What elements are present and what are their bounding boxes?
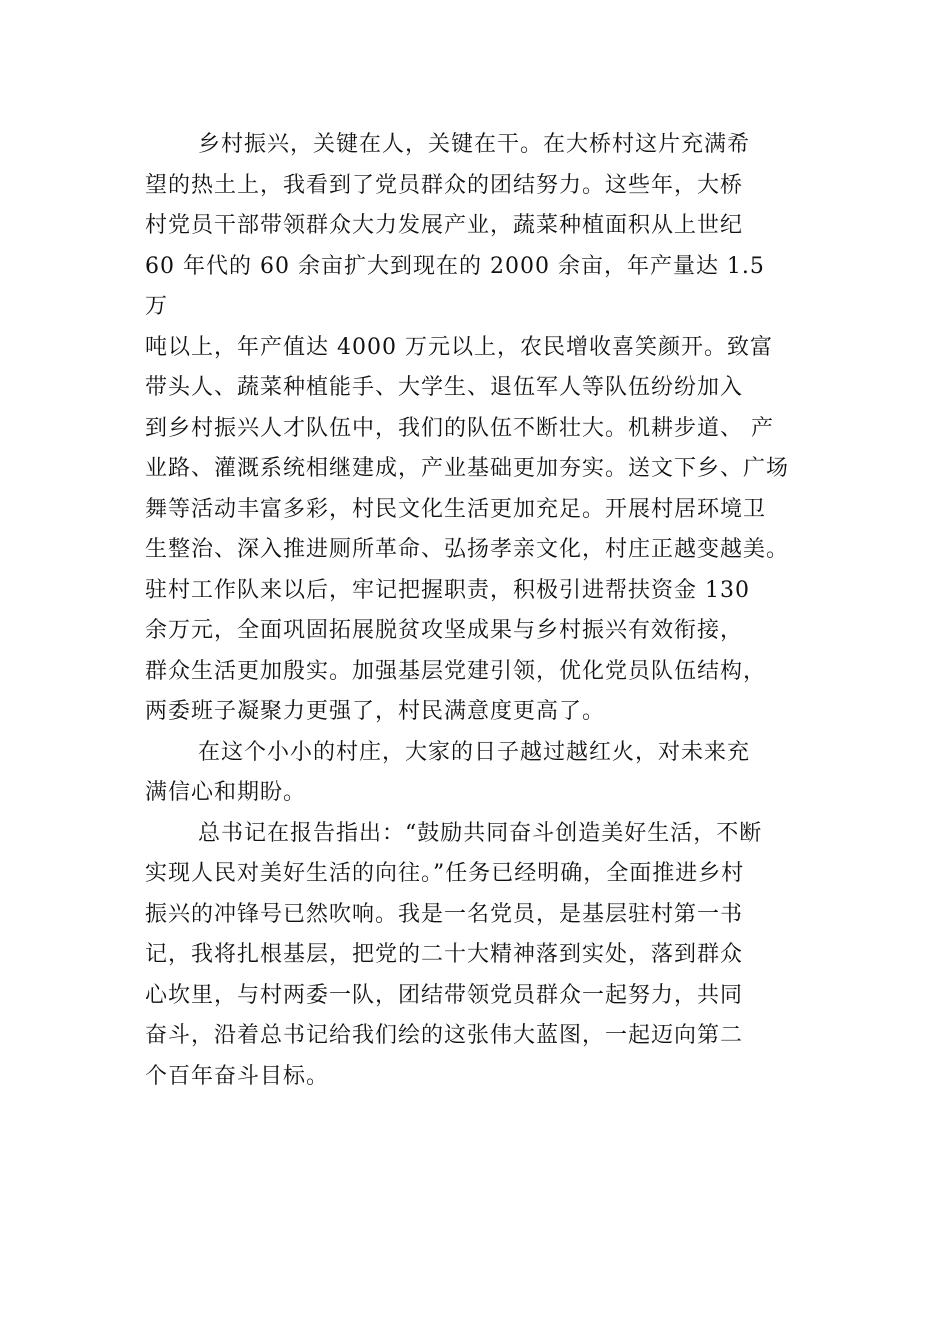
text-line: 记，我将扎根基层，把党的二十大精神落到实处，落到群众	[145, 942, 744, 967]
text-line: 业路、灌溉系统相继建成，产业基础更加夯实。送文下乡、广场	[145, 456, 790, 481]
text-line: 余万元，全面巩固拓展脱贫攻坚成果与乡村振兴有效衔接，	[145, 618, 744, 643]
text-line: 生整治、深入推进厕所革命、弘扬孝亲文化，村庄正越变越美。	[145, 537, 790, 562]
text-line: 带头人、蔬菜种植能手、大学生、退伍军人等队伍纷纷加入	[145, 375, 744, 400]
text-line: 乡村振兴，关键在人，关键在干。在大桥村这片充满希	[198, 132, 751, 157]
text-line: 到乡村振兴人才队伍中，我们的队伍不断壮大。机耕步道、 产	[145, 415, 774, 441]
text-line: 望的热土上，我看到了党员群众的团结努力。这些年，大桥	[145, 172, 744, 198]
text-line: 两委班子凝聚力更强了，村民满意度更高了。	[145, 699, 606, 724]
text-line: 满信心和期盼。	[145, 780, 307, 805]
text-line: 实现人民对美好生活的向往。”任务已经明确，全面推进乡村	[145, 861, 745, 886]
text-line: 万	[145, 294, 169, 319]
text-line: 驻村工作队来以后，牢记把握职责，积极引进帮扶资金 130	[145, 577, 750, 603]
body-text	[145, 125, 845, 1097]
text-line: 振兴的冲锋号已然吹响。我是一名党员，是基层驻村第一书	[145, 901, 744, 927]
text-line: 群众生活更加殷实。加强基层党建引领，优化党员队伍结构，	[145, 658, 767, 684]
text-line: 个百年奋斗目标。	[145, 1063, 330, 1089]
text-line: 奋斗，沿着总书记给我们绘的这张伟大蓝图，一起迈向第二	[145, 1023, 744, 1048]
text-line: 舞等活动丰富多彩，村民文化生活更加充足。开展村居环境卫	[145, 496, 767, 522]
text-line: 心坎里，与村两委一队，团结带领党员群众一起努力，共同	[145, 982, 744, 1008]
text-line: 吨以上，年产值达 4000 万元以上，农民增收喜笑颜开。致富	[145, 334, 773, 360]
text-line: 60 年代的 60 余亩扩大到现在的 2000 余亩，年产量达 1.5	[145, 253, 765, 279]
text-line: 村党员干部带领群众大力发展产业，蔬菜种植面积从上世纪	[145, 213, 744, 238]
text-line: 在这个小小的村庄，大家的日子越过越红火，对未来充	[198, 739, 751, 765]
text-line: 总书记在报告指出：“鼓励共同奋斗创造美好生活，不断	[198, 820, 763, 846]
